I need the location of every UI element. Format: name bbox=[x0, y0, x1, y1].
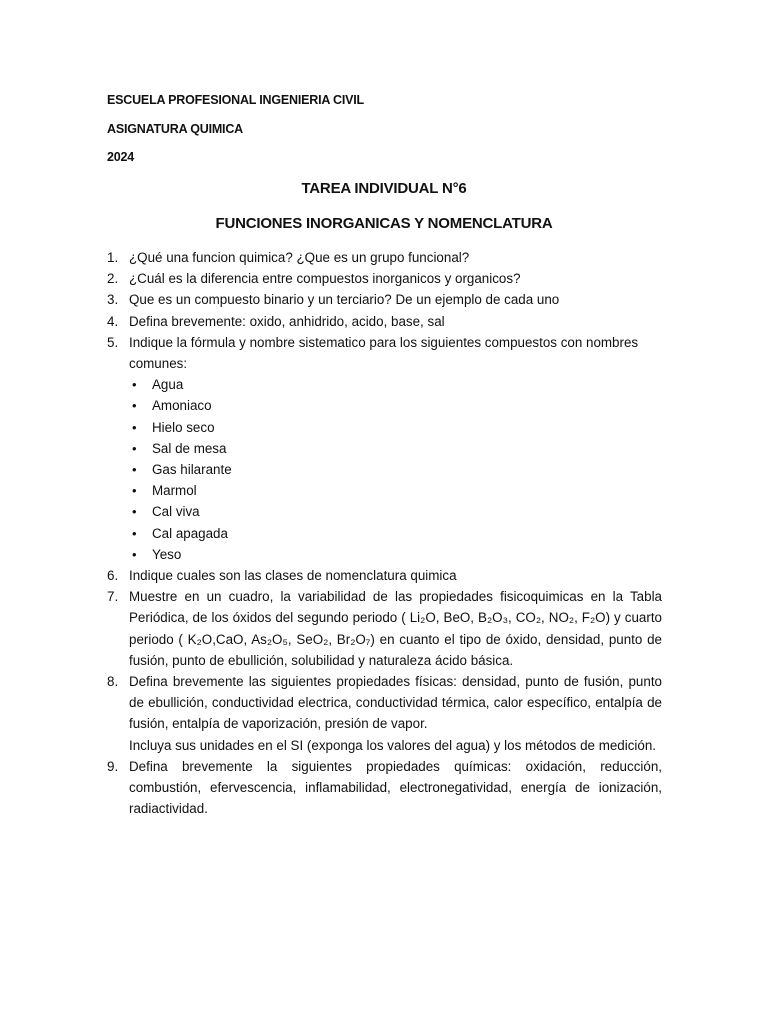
compound-name: Yeso bbox=[152, 546, 182, 562]
compound-name: Gas hilarante bbox=[152, 462, 232, 478]
question-text: Indique la fórmula y nombre sistematico para los siguientes compuestos con nombres comunes: bbox=[129, 334, 639, 372]
question-number: 1. bbox=[107, 250, 119, 265]
bullet-icon: • bbox=[132, 419, 137, 435]
question-list bbox=[107, 247, 662, 819]
question-item bbox=[107, 332, 662, 374]
question-item bbox=[107, 289, 662, 310]
question-number: 9. bbox=[107, 758, 119, 774]
compound-item bbox=[107, 374, 662, 395]
compound-item bbox=[107, 544, 662, 565]
compound-name: Hielo seco bbox=[152, 419, 215, 435]
question-number: 5. bbox=[107, 334, 119, 350]
question-number: 8. bbox=[107, 674, 119, 690]
question-text: ¿Qué una funcion quimica? ¿Que es un grupo funcional? bbox=[129, 250, 470, 265]
question-number: 7. bbox=[107, 589, 119, 605]
assignment-subtitle: FUNCIONES INORGANICAS Y NOMENCLATURA bbox=[215, 215, 553, 232]
compound-item bbox=[107, 480, 662, 501]
compound-item bbox=[107, 417, 662, 438]
compound-name: Marmol bbox=[152, 483, 197, 499]
year: 2024 bbox=[107, 150, 135, 164]
question-text: Muestre en un cuadro, la variabilidad de las propiedades fisicoquimicas en la Tabla Periódica, de los óxidos del segundo periodo ( Li₂O, BeO, B₂O₃, CO₂, NO₂, F₂O) y cuarto periodo ( K₂O,CaO, As₂O₅, SeO₂, Br₂O₇) en cuanto el tipo de óxido, densidad, punto de fusión, punto de ebullición, solubilidad y naturaleza ácido básica. bbox=[129, 589, 662, 668]
compound-name: Sal de mesa bbox=[152, 440, 227, 456]
question-text: Defina brevemente las siguientes propiedades físicas: densidad, punto de fusión, punto de ebullición, conductividad electrica, conductividad térmica, calor específico, entalpía de fusión, entalpía de vaporización, presión de vapor. bbox=[129, 674, 662, 732]
school-name: ESCUELA PROFESIONAL INGENIERIA CIVIL bbox=[107, 93, 364, 107]
subject-name: ASIGNATURA QUIMICA bbox=[107, 122, 243, 136]
bullet-icon: • bbox=[132, 462, 137, 478]
question-number: 4. bbox=[107, 313, 119, 329]
compound-name: Amoniaco bbox=[152, 398, 212, 414]
question-number: 3. bbox=[107, 292, 119, 308]
bullet-icon: • bbox=[132, 377, 137, 393]
question-text: Defina brevemente la siguientes propiedades químicas: oxidación, reducción, combustión, efervescencia, inflamabilidad, electronegatividad, energía de ionización, radiactividad. bbox=[129, 758, 662, 817]
question-text: Defina brevemente: oxido, anhidrido, acido, base, sal bbox=[129, 313, 445, 329]
question-note: Incluya sus unidades en el SI (exponga los valores del agua) y los métodos de medición. bbox=[129, 737, 657, 753]
compound-name: Agua bbox=[152, 377, 184, 393]
question-number: 6. bbox=[107, 568, 119, 584]
question-number: 2. bbox=[107, 271, 119, 287]
bullet-icon: • bbox=[132, 483, 137, 499]
question-item bbox=[107, 756, 662, 820]
bullet-icon: • bbox=[132, 440, 137, 456]
assignment-title: TAREA INDIVIDUAL N°6 bbox=[301, 180, 467, 197]
question-text: Indique cuales son las clases de nomenclatura quimica bbox=[129, 568, 457, 584]
compound-item bbox=[107, 459, 662, 480]
bullet-icon: • bbox=[132, 504, 137, 520]
question-text: Que es un compuesto binario y un terciario? De un ejemplo de cada uno bbox=[129, 292, 560, 308]
question-item bbox=[107, 671, 662, 756]
compound-item bbox=[107, 395, 662, 416]
question-item bbox=[107, 586, 662, 671]
question-text: ¿Cuál es la diferencia entre compuestos inorganicos y organicos? bbox=[129, 271, 521, 287]
question-item bbox=[107, 247, 662, 268]
bullet-icon: • bbox=[132, 546, 137, 562]
compound-item bbox=[107, 501, 662, 522]
compound-item bbox=[107, 438, 662, 459]
question-item bbox=[107, 311, 662, 332]
compound-name: Cal viva bbox=[152, 504, 200, 520]
compound-name: Cal apagada bbox=[152, 525, 228, 541]
bullet-icon: • bbox=[132, 398, 137, 414]
question-item bbox=[107, 268, 662, 289]
question-item bbox=[107, 565, 662, 586]
bullet-icon: • bbox=[132, 525, 137, 541]
compound-item bbox=[107, 523, 662, 544]
